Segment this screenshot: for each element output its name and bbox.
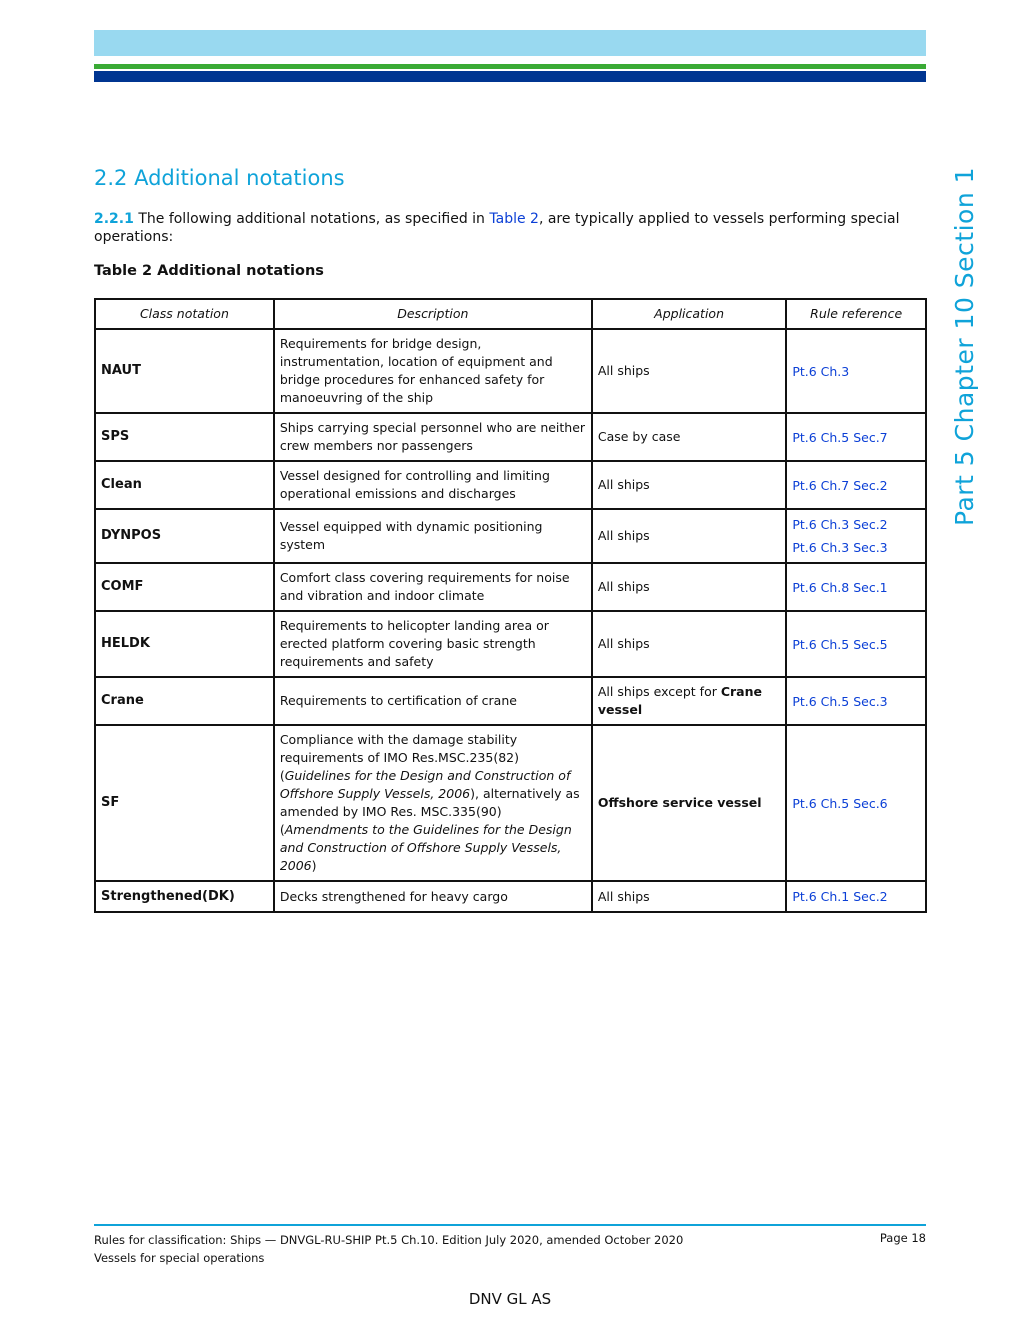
table-row bbox=[95, 329, 926, 413]
notation-cell: SF bbox=[95, 725, 274, 881]
application-cell: All ships bbox=[592, 329, 786, 413]
notation-cell: HELDK bbox=[95, 611, 274, 677]
table-row bbox=[95, 563, 926, 611]
reference-cell bbox=[786, 611, 926, 677]
rule-reference-link[interactable]: Pt.6 Ch.5 Sec.7 bbox=[792, 429, 888, 445]
rule-reference-link[interactable]: Pt.6 Ch.7 Sec.2 bbox=[792, 477, 888, 493]
description-cell: Comfort class covering requirements for noise and vibration and indoor climate bbox=[274, 563, 592, 611]
footer-rules-line: Rules for classification: Ships — DNVGL-RU-SHIP Pt.5 Ch.10. Edition July 2020, amended October 2020 bbox=[94, 1233, 684, 1247]
notation-cell: COMF bbox=[95, 563, 274, 611]
description-cell: Vessel designed for controlling and limiting operational emissions and discharges bbox=[274, 461, 592, 509]
rule-reference-link[interactable]: Pt.6 Ch.8 Sec.1 bbox=[792, 579, 888, 595]
application-cell: All ships bbox=[592, 563, 786, 611]
description-text: ) bbox=[311, 858, 317, 873]
rule-reference-link[interactable]: Pt.6 Ch.5 Sec.6 bbox=[792, 795, 888, 811]
header-application: Application bbox=[592, 299, 786, 329]
notation-cell: SPS bbox=[95, 413, 274, 461]
notation-cell: NAUT bbox=[95, 329, 274, 413]
reference-cell bbox=[786, 509, 926, 563]
description-cell: Decks strengthened for heavy cargo bbox=[274, 881, 592, 912]
company-name: DNV GL AS bbox=[468, 1290, 552, 1308]
page-number: Page 18 bbox=[879, 1231, 926, 1245]
table-caption: Table 2 Additional notations bbox=[94, 263, 324, 279]
footer-document-title: Vessels for special operations bbox=[94, 1251, 265, 1265]
application-cell: All ships bbox=[592, 611, 786, 677]
notation-cell: DYNPOS bbox=[95, 509, 274, 563]
header-band-light bbox=[94, 30, 926, 56]
application-cell: All ships bbox=[592, 461, 786, 509]
description-cell: Requirements to helicopter landing area or erected platform covering basic strength requirements and safety bbox=[274, 611, 592, 677]
header-band-blue bbox=[94, 71, 926, 82]
application-cell: All ships bbox=[592, 881, 786, 912]
table-row bbox=[95, 725, 926, 881]
rule-reference-link[interactable]: Pt.6 Ch.5 Sec.3 bbox=[792, 693, 888, 709]
paragraph-text-after: , are typically applied to vessels performing special operations: bbox=[94, 211, 900, 245]
reference-cell bbox=[786, 725, 926, 881]
table-row bbox=[95, 881, 926, 912]
rule-reference-link[interactable]: Pt.6 Ch.1 Sec.2 bbox=[792, 889, 888, 904]
application-cell: Offshore service vessel bbox=[592, 725, 786, 881]
rule-reference-link[interactable]: Pt.6 Ch.5 Sec.5 bbox=[792, 636, 888, 652]
description-cell: Vessel equipped with dynamic positioning system bbox=[274, 509, 592, 563]
table-header-row bbox=[95, 299, 926, 329]
paragraph-number: 2.2.1 bbox=[94, 211, 134, 227]
notation-cell: Clean bbox=[95, 461, 274, 509]
description-cell: Ships carrying special personnel who are neither crew members nor passengers bbox=[274, 413, 592, 461]
table-row bbox=[95, 509, 926, 563]
header-class-notation: Class notation bbox=[95, 299, 274, 329]
application-bold-text: Crane vessel bbox=[597, 684, 762, 717]
notation-cell: Strengthened(DK) bbox=[95, 881, 274, 912]
rule-reference-link[interactable]: Pt.6 Ch.3 Sec.2 bbox=[792, 517, 888, 532]
description-cell bbox=[274, 725, 592, 881]
reference-cell bbox=[786, 461, 926, 509]
reference-cell bbox=[786, 881, 926, 912]
description-italic-text: Amendments to the Guidelines for the Design and Construction of Offshore Supply Vessels, 2006 bbox=[279, 822, 572, 873]
description-text: Compliance with the damage stability requirements of IMO Res.MSC.235(82) ( bbox=[279, 732, 519, 783]
notation-cell: Crane bbox=[95, 677, 274, 725]
header-rule-reference: Rule reference bbox=[786, 299, 926, 329]
footer-text bbox=[94, 1231, 683, 1267]
table-row bbox=[95, 461, 926, 509]
reference-cell bbox=[786, 563, 926, 611]
description-text: ), alternatively as amended by IMO Res. MSC.335(90) ( bbox=[279, 786, 580, 837]
paragraph-text-before: The following additional notations, as specified in bbox=[133, 211, 490, 227]
table-row bbox=[95, 677, 926, 725]
header-description: Description bbox=[274, 299, 592, 329]
description-cell: Requirements to certification of crane bbox=[274, 677, 592, 725]
table-row bbox=[95, 611, 926, 677]
notations-table bbox=[94, 298, 927, 913]
rule-reference-link[interactable]: Pt.6 Ch.3 Sec.3 bbox=[792, 540, 888, 555]
application-cell bbox=[592, 677, 786, 725]
paragraph-2-2-1 bbox=[94, 210, 914, 246]
header-band-green bbox=[94, 64, 926, 69]
rule-reference-link[interactable]: Pt.6 Ch.3 bbox=[792, 363, 850, 379]
description-italic-text: Guidelines for the Design and Construction of Offshore Supply Vessels, 2006 bbox=[279, 768, 571, 801]
application-cell: All ships bbox=[592, 509, 786, 563]
side-section-label: Part 5 Chapter 10 Section 1 bbox=[950, 166, 979, 526]
reference-cell bbox=[786, 677, 926, 725]
reference-cell bbox=[786, 413, 926, 461]
reference-cell bbox=[786, 329, 926, 413]
table-2-link[interactable]: Table 2 bbox=[489, 211, 539, 227]
application-cell: Case by case bbox=[592, 413, 786, 461]
description-cell: Requirements for bridge design, instrumentation, location of equipment and bridge procedures for enhanced safety for manoeuvring of the ship bbox=[274, 329, 592, 413]
application-text: All ships except for bbox=[597, 684, 721, 699]
footer-divider bbox=[94, 1224, 926, 1226]
table-row bbox=[95, 413, 926, 461]
section-title: 2.2 Additional notations bbox=[94, 166, 345, 190]
